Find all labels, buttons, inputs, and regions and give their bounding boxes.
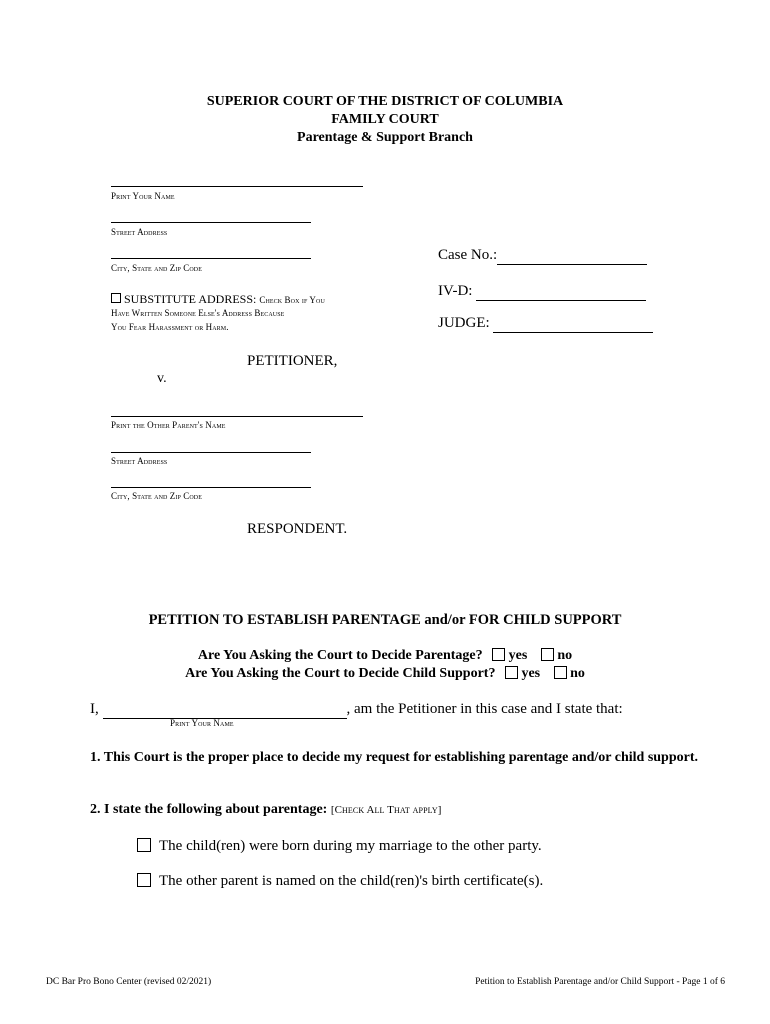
statement-2-title: 2. I state the following about parentage:: [90, 802, 328, 817]
option-1-label: The child(ren) were born during my marriage to the other party.: [159, 838, 542, 854]
intro-suffix: , am the Petitioner in this case and I state that:: [346, 701, 623, 717]
petitioner-city-label: City, State and Zip Code: [111, 263, 203, 273]
parentage-yes-label: yes: [508, 648, 528, 663]
versus: v.: [157, 371, 167, 386]
ivd-field[interactable]: [476, 283, 646, 301]
substitute-address-text3: You Fear Harassment or Harm.: [111, 322, 229, 332]
judge-label: JUDGE:: [438, 315, 490, 331]
substitute-address-text2: Have Written Someone Else's Address Because: [111, 308, 285, 318]
substitute-address-checkbox[interactable]: [111, 293, 121, 303]
ivd-label: IV-D:: [438, 283, 473, 299]
footer-left: DC Bar Pro Bono Center (revised 02/2021): [46, 977, 212, 987]
parentage-no-checkbox[interactable]: [541, 648, 554, 661]
support-no-checkbox[interactable]: [554, 666, 567, 679]
substitute-address-title: SUBSTITUTE ADDRESS:: [124, 292, 257, 306]
intro-name-field[interactable]: [103, 701, 347, 719]
respondent-street-label: Street Address: [111, 456, 168, 466]
question-parentage-row: [0, 648, 770, 664]
substitute-address-text1: Check Box if You: [259, 295, 325, 305]
respondent-name-label: Print the Other Parent's Name: [111, 420, 226, 430]
petitioner-street-field[interactable]: [111, 222, 311, 223]
option-2-label: The other parent is named on the child(ren)'s birth certificate(s).: [159, 873, 544, 889]
footer-right: Petition to Establish Parentage and/or Child Support - Page 1 of 6: [475, 977, 725, 987]
ivd-row: [438, 283, 646, 301]
petitioner-street-label: Street Address: [111, 227, 168, 237]
support-yes-label: yes: [521, 666, 541, 681]
respondent-name-field[interactable]: [111, 416, 363, 417]
case-number-label: Case No.:: [438, 247, 498, 263]
question-support-row: [0, 666, 770, 682]
respondent-city-label: City, State and Zip Code: [111, 491, 203, 501]
petitioner-city-field[interactable]: [111, 258, 311, 259]
statement-2-row: [90, 802, 441, 818]
respondent-role: RESPONDENT.: [247, 521, 348, 537]
parentage-no-label: no: [557, 648, 573, 663]
support-no-label: no: [570, 666, 585, 681]
court-title: SUPERIOR COURT OF THE DISTRICT OF COLUMBIA: [206, 94, 564, 109]
statement-2-note: [Check All That apply]: [330, 804, 442, 816]
court-branch: Parentage & Support Branch: [297, 130, 473, 145]
judge-field[interactable]: [493, 315, 653, 333]
option-1-row: [137, 838, 542, 855]
question-support: Are You Asking the Court to Decide Child Support?: [185, 666, 496, 681]
option-2-row: [137, 873, 543, 890]
respondent-street-field[interactable]: [111, 452, 311, 453]
support-yes-checkbox[interactable]: [505, 666, 518, 679]
case-number-field[interactable]: [497, 247, 647, 265]
option-1-checkbox[interactable]: [137, 838, 151, 852]
petitioner-role: PETITIONER,: [247, 353, 338, 369]
statement-1: 1. This Court is the proper place to decide my request for establishing parentage and/or child support.: [90, 750, 699, 765]
respondent-city-field[interactable]: [111, 487, 311, 488]
petitioner-name-field[interactable]: [111, 186, 363, 187]
judge-row: [438, 315, 653, 333]
case-number-row: [438, 247, 647, 265]
petitioner-name-label: Print Your Name: [111, 191, 175, 201]
petition-title: PETITION TO ESTABLISH PARENTAGE and/or FOR CHILD SUPPORT: [148, 612, 622, 628]
question-parentage: Are You Asking the Court to Decide Parentage?: [197, 648, 483, 663]
intro-prefix: I,: [90, 701, 99, 717]
intro-name-label: Print Your Name: [170, 718, 234, 728]
option-2-checkbox[interactable]: [137, 873, 151, 887]
substitute-address-row: [111, 292, 325, 307]
parentage-yes-checkbox[interactable]: [492, 648, 505, 661]
court-division: FAMILY COURT: [331, 112, 439, 127]
intro-row: [90, 701, 623, 719]
